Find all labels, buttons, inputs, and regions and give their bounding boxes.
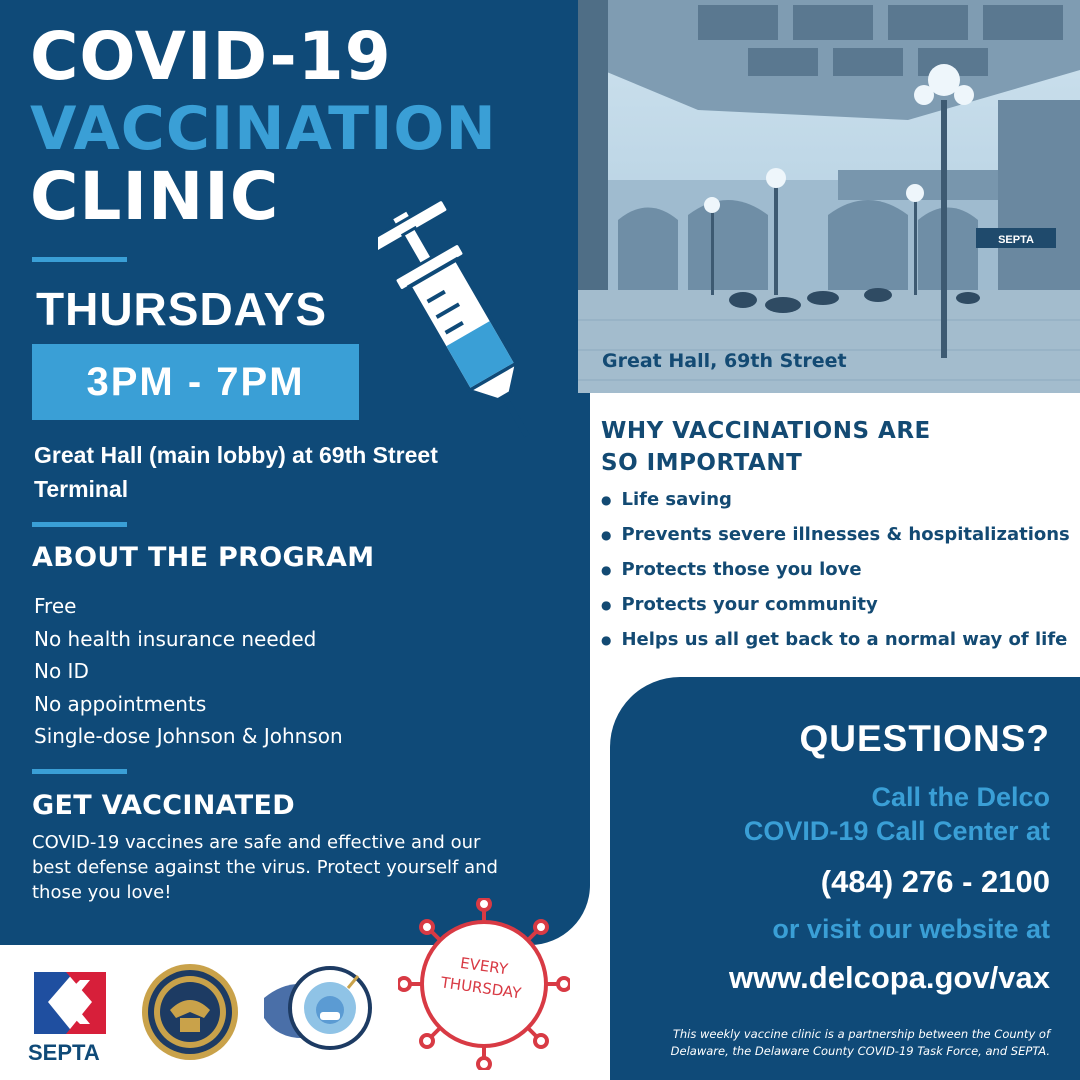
phone-number[interactable]: (484) 276 - 2100 [820, 864, 1050, 899]
why-item: Life saving [621, 489, 732, 510]
why-heading-line2: SO IMPORTANT [601, 450, 803, 476]
list-item: No ID [34, 659, 89, 683]
get-vaccinated-body: COVID-19 vaccines are safe and effective and our best defense against the virus. Protect yourself and those you love! [32, 832, 498, 903]
septa-logo-icon [28, 968, 112, 1038]
list-item: No health insurance needed [34, 626, 317, 651]
why-list [601, 482, 1070, 657]
great-hall-photo [578, 0, 1080, 393]
schedule-time: 3PM - 7PM [86, 359, 305, 404]
partnership-note: This weekly vaccine clinic is a partnership between the County of Delaware, the Delaware County COVID-19 Task Force, and SEPTA. [670, 1027, 1050, 1058]
divider [32, 257, 127, 262]
why-heading [601, 415, 931, 479]
badge-line-1: EVERY [459, 953, 509, 979]
website-link[interactable]: www.delcopa.gov/vax [728, 960, 1050, 995]
bullet-icon: ● [601, 562, 612, 577]
title-covid: COVID-19 [30, 18, 392, 95]
list-item [601, 517, 1070, 552]
list-item: No appointments [34, 691, 207, 716]
why-item: Helps us all get back to a normal way of life [621, 629, 1068, 650]
bullet-icon: ● [601, 597, 612, 612]
clinic-location: Great Hall (main lobby) at 69th Street Terminal [34, 442, 438, 502]
svg-text:SEPTA: SEPTA [998, 234, 1034, 246]
why-item: Protects those you love [621, 559, 862, 580]
bullet-icon: ● [601, 632, 612, 647]
get-vaccinated-heading: GET VACCINATED [32, 790, 295, 821]
call-line-2: COVID-19 Call Center at [743, 816, 1050, 846]
list-item [601, 622, 1070, 657]
bullet-icon: ● [601, 527, 612, 542]
bullet-icon: ● [601, 492, 612, 507]
title-clinic: CLINIC [30, 158, 280, 235]
call-center-text [610, 780, 1050, 848]
call-line-1: Call the Delco [871, 782, 1050, 812]
list-item [601, 587, 1070, 622]
why-heading-line1: WHY VACCINATIONS ARE [601, 418, 931, 444]
septa-logo-label: SEPTA [28, 1040, 100, 1065]
list-item: Free [34, 594, 77, 618]
schedule-time-badge [32, 344, 359, 420]
divider [32, 769, 127, 774]
great-hall-image [578, 0, 1080, 393]
why-item: Protects your community [621, 594, 878, 615]
badge-line-2: THURSDAY [439, 973, 523, 1003]
visit-website-text: or visit our website at [772, 914, 1050, 944]
title-vaccination: VACCINATION [30, 94, 497, 164]
divider [32, 522, 127, 527]
why-item: Prevents severe illnesses & hospitalizations [621, 524, 1070, 545]
photo-caption: Great Hall, 69th Street [602, 350, 847, 372]
program-list [34, 590, 343, 753]
syringe-icon [378, 195, 548, 455]
about-heading: ABOUT THE PROGRAM [32, 542, 375, 573]
list-item: Single-dose Johnson & Johnson [34, 724, 343, 748]
county-seal-icon [140, 962, 240, 1062]
task-force-logo-icon [258, 958, 378, 1058]
questions-heading: QUESTIONS? [799, 718, 1050, 759]
schedule-day: THURSDAYS [36, 283, 328, 335]
list-item [601, 552, 1070, 587]
list-item [601, 482, 1070, 517]
